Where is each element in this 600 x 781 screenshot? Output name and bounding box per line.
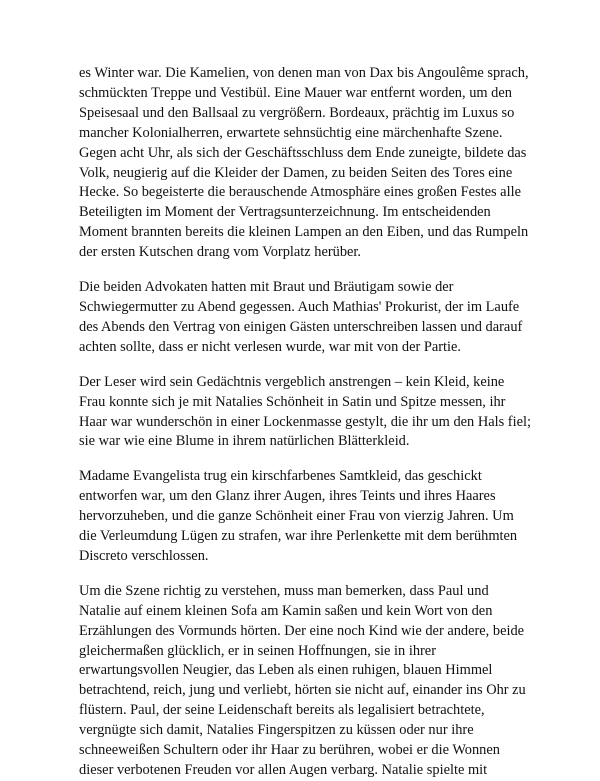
paragraph-3: Der Leser wird sein Gedächtnis vergeblich anstrengen – kein Kleid, keine Frau konnte sich je mit Natalies Schönheit in Satin und Spitze messen, ihr Haar war wunderschön in einer Lockenmasse gestylt, die ihr um den Hals fiel; sie war wie eine Blume in ihrem natürlichen Blätterkleid. [79,373,531,450]
paragraph-4: Madame Evangelista trug ein kirschfarbenes Samtkleid, das geschickt entworfen war, um den Glanz ihrer Augen, ihres Teints und ihres Haares hervorzuheben, und die ganze Schönheit einer Frau von vierzig Jahren. Um die Verleumdung Lügen zu strafen, war ihre Perlenkette mit dem berühmten Discreto verschlossen. [79,468,518,564]
document-page [79,64,531,781]
paragraph-2: Die beiden Advokaten hatten mit Braut und Bräutigam sowie der Schwiegermutter zu Abend gegessen. Auch Mathias' Prokurist, der im Laufe des Abends den Vertrag von einigen Gästen unterschreiben lassen und darauf achten sollte, dass er nicht verlesen wurde, war mit von der Partie. [79,279,523,355]
paragraph-5: Um die Szene richtig zu verstehen, muss man bemerken, dass Paul und Natalie auf einem kleinen Sofa am Kamin saßen und kein Wort von den Erzählungen des Vormunds hörten. Der eine noch Kind wie der andere, beide gleichermaßen glücklich, er in seinen Hoffnungen, sie in ihrer erwartungsvollen Neugier, das Leben als einen ruhigen, blauen Himmel betrachtend, reich, jung und verliebt, hörten sie nicht auf, einander ins Ohr zu flüstern. Paul, der seine Leidenschaft bereits als legalisiert betrachtete, vergnügte sich damit, Natalies Fingerspitzen zu küssen oder nur ihre schneeweißen Schultern oder ihr Haar zu berühren, wobei er die Wonnen dieser verbotenen Freuden vor allen Augen verbarg. Natalie spielte mit [79,582,526,778]
paragraph-1: es Winter war. Die Kamelien, von denen man von Dax bis Angoulême sprach, schmückten Treppe und Vestibül. Eine Mauer war entfernt worden, um den Speisesaal und den Ballsaal zu vergrößern. Bordeaux, prächtig im Luxus so mancher Kolonialherren, erwartete sehnsüchtig eine märchenhafte Szene. Gegen acht Uhr, als sich der Geschäftsschluss dem Ende zuneigte, bildete das Volk, neugierig auf die Kleider der Damen, zu beiden Seiten des Tores eine Hecke. So begeisterte die berauschende Atmosphäre eines großen Festes alle Beteiligten im Moment der Vertragsunterzeichnung. Im entscheidenden Moment brannten bereits die kleinen Lampen an den Eiben, und das Rumpeln der ersten Kutschen drang vom Vorplatz herüber. [79,65,529,261]
